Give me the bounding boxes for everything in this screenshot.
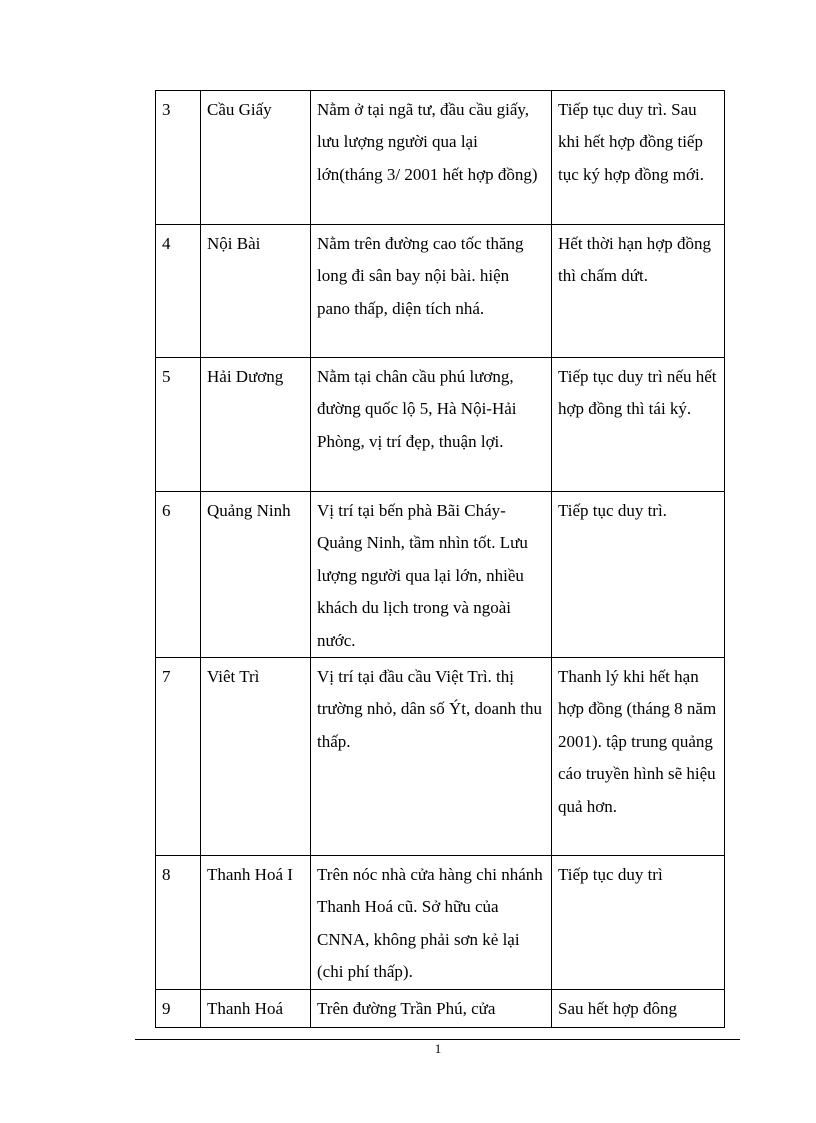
location-name: Thanh Hoá: [201, 989, 311, 1027]
row-number: 7: [156, 658, 201, 856]
row-number: 4: [156, 225, 201, 358]
row-number: 5: [156, 358, 201, 492]
action-note: Hết thời hạn hợp đồng thì chấm dứt.: [552, 225, 725, 358]
action-note: Tiếp tục duy trì: [552, 856, 725, 990]
action-note: Sau hết hợp đông: [552, 989, 725, 1027]
location-description: Trên đường Trần Phú, cửa: [311, 989, 552, 1027]
row-number: 9: [156, 989, 201, 1027]
action-note: Thanh lý khi hết hạn hợp đồng (tháng 8 năm 2001). tập trung quảng cáo truyền hình sẽ hiệu quả hơn.: [552, 658, 725, 856]
location-description: Trên nóc nhà cửa hàng chi nhánh Thanh Hoá cũ. Sở hữu của CNNA, không phải sơn kẻ lại (chi phí thấp).: [311, 856, 552, 990]
table-row: [156, 358, 725, 492]
location-name: Viêt Trì: [201, 658, 311, 856]
location-description: Vị trí tại bến phà Bãi Cháy-Quảng Ninh, tầm nhìn tốt. Lưu lượng người qua lại lớn, nhiều khách du lịch trong và ngoài nước.: [311, 492, 552, 658]
action-note: Tiếp tục duy trì nếu hết hợp đồng thì tái ký.: [552, 358, 725, 492]
location-description: Nằm tại chân cầu phú lương, đường quốc lộ 5, Hà Nội-Hải Phòng, vị trí đẹp, thuận lợi.: [311, 358, 552, 492]
action-note: Tiếp tục duy trì. Sau khi hết hợp đồng tiếp tục ký hợp đồng mới.: [552, 91, 725, 225]
row-number: 8: [156, 856, 201, 990]
table-row: [156, 225, 725, 358]
table-row: [156, 91, 725, 225]
location-name: Thanh Hoá I: [201, 856, 311, 990]
location-name: Cầu Giấy: [201, 91, 311, 225]
table-row: [156, 658, 725, 856]
location-description: Nằm trên đường cao tốc thăng long đi sân bay nội bài. hiện pano thấp, diện tích nhá.: [311, 225, 552, 358]
footer-divider: [135, 1039, 740, 1040]
table-row: [156, 492, 725, 658]
location-description: Nằm ở tại ngã tư, đầu cầu giấy, lưu lượng người qua lại lớn(tháng 3/ 2001 hết hợp đồng): [311, 91, 552, 225]
location-name: Quảng Ninh: [201, 492, 311, 658]
action-note: Tiếp tục duy trì.: [552, 492, 725, 658]
billboard-table: [155, 90, 725, 1028]
location-name: Nội Bài: [201, 225, 311, 358]
row-number: 3: [156, 91, 201, 225]
table-row: [156, 856, 725, 990]
table-row: [156, 989, 725, 1027]
location-description: Vị trí tại đầu cầu Việt Trì. thị trường nhỏ, dân số Ýt, doanh thu thấp.: [311, 658, 552, 856]
row-number: 6: [156, 492, 201, 658]
page-number: 1: [434, 1041, 442, 1056]
location-name: Hải Dương: [201, 358, 311, 492]
